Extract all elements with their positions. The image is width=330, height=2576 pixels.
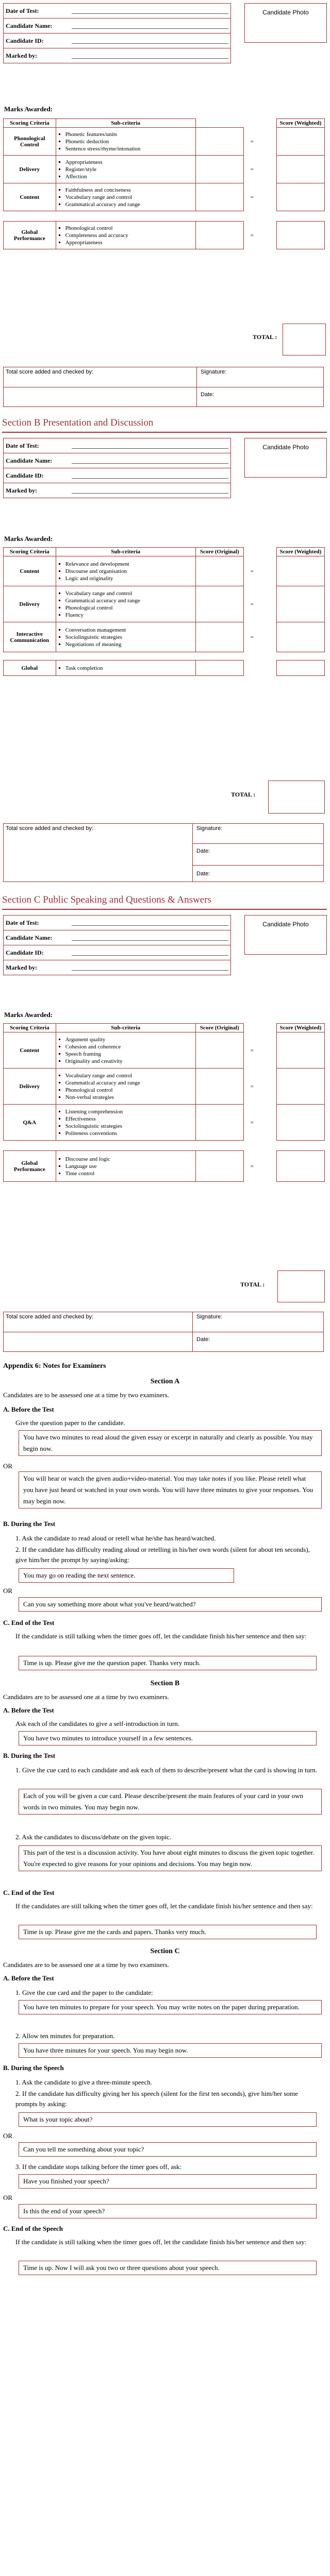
table-header-row: Scoring Criteria Sub-criteria Score (Original) Score (Weighted) [4,548,325,556]
marked-by-field[interactable]: Marked by: [4,48,230,63]
candidate-photo-box: Candidate Photo [244,915,327,955]
examiner-script-box: Time is up. Now I will ask you two or three questions about your speech. [19,2261,317,2275]
table-row: Delivery ▪ Vocabulary range and control ▪ Grammatical accuracy and range ▪ Phonological control ▪ Fluency = [4,586,325,622]
total-score-box[interactable] [277,1270,325,1302]
examiner-script-box: You will hear or watch the given audio+video-material. You may take notes if you like. Please retell what you have just heard or watched in your own words. You will have three minutes to give your responses. You may begin now. [19,1471,322,1509]
section-a-info-box [3,3,231,63]
score-original-cell[interactable] [195,1105,243,1141]
or-label: OR [3,1462,13,1470]
table-row: Delivery ▪ Vocabulary range and control ▪ Grammatical accuracy and range ▪ Phonological control ▪ Non-verbal strategies = [4,1069,325,1105]
score-weighted-cell[interactable] [276,222,324,249]
table-row: Global ▪ Task completion [4,660,325,676]
paragraph: If the candidate is still talking when the timer goes off, let the candidate finish his/her sentence and then say: [15,1632,307,1640]
examiner-script-box: You have three minutes for your speech. You may begin now. [19,2043,322,2058]
section-c-title: Section C Public Speaking and Questions & Answers [2,894,211,905]
subheading: C. End of the Test [3,1889,55,1896]
table-header-row: Scoring Criteria Sub-criteria Score (Weighted) [4,119,325,128]
marked-by-field[interactable]: Marked by: [4,483,230,498]
candidate-name-field[interactable]: Candidate Name: [4,19,230,33]
list-item: 2. If the candidate has difficulty giving her his speech (silent for the first ten seconds), give him/her some prompts by asking: [15,2090,298,2108]
score-weighted-cell[interactable] [276,1032,324,1069]
or-label: OR [3,2132,13,2140]
score-weighted-cell[interactable] [276,183,324,211]
examiner-script-box: Time is up. Please give me the cards and papers. Thanks very much. [19,1925,317,1939]
score-original-cell[interactable] [195,660,243,676]
score-weighted-cell[interactable] [276,556,324,586]
date-of-test-field[interactable]: Date of Test: [4,438,230,453]
score-weighted-cell[interactable] [276,128,324,156]
examiner-script-box: Can you tell me something about your topic? [19,2142,317,2157]
section-c-checked-box: Total score added and checked by: Signature: Date: [3,1312,324,1352]
section-b-marks-table [3,547,325,676]
marked-by-field[interactable]: Marked by: [4,960,230,975]
subheading: A. Before the Test [3,1974,54,1982]
score-weighted-cell[interactable] [276,156,324,183]
table-row: Q&A ▪ Listening comprehension ▪ Effectiveness ▪ Sociolinguistic strategies ▪ Politeness conventions = [4,1105,325,1141]
subheading: C. End of the Test [3,1619,55,1626]
subheading: B. During the Speech [3,2064,64,2072]
list-item: 1. Ask the candidate to give a three-minute speech. [15,2078,152,2086]
total-score-box[interactable] [268,781,325,814]
list-item: 1. Ask the candidate to read aloud or retell what he/she has heard/watched. [15,1534,216,1542]
list-item: 2. If the candidate has difficulty reading aloud or retelling in his/her own words (silent for about ten seconds), give him/her the prompt by saying/asking: [15,1546,310,1564]
paragraph: If the candidate is still talking when the timer goes off, let the candidate finish his/her sentence and then say: [15,2238,307,2246]
examiner-script-box: You have two minutes to introduce yourself in a few sentences. [19,1731,317,1745]
section-a-checked-box: Total score added and checked by: Signature: Date: [3,367,324,407]
paragraph: Candidates are to be assessed one at a time by two examiners. [3,1693,170,1701]
score-original-cell[interactable] [195,1069,243,1105]
score-original-cell[interactable] [195,586,243,622]
examiner-script-box: You may go on reading the next sentence. [19,1568,234,1583]
candidate-name-field[interactable]: Candidate Name: [4,453,230,468]
score-original-cell[interactable] [195,1032,243,1069]
examiner-script-box: This part of the test is a discussion activity. You have about eight minutes to discuss the given topic together. You're expected to give reasons for your opinions and decisions. You may begin now. [19,1845,322,1871]
table-header-row: Scoring Criteria Sub-criteria Score (Original) Score (Weighted) [4,1024,325,1032]
score-weighted-cell[interactable] [276,1105,324,1141]
score-original-cell[interactable] [195,156,243,183]
subheading: C. End of the Speech [3,2225,63,2232]
candidate-photo-box: Candidate Photo [244,3,327,43]
score-original-cell[interactable] [195,222,243,249]
section-a-marks-table [3,118,325,249]
notes-section-a-heading: Section A [150,1378,180,1385]
list-item: 1. Give the cue card to each candidate and ask each of them to describe/present what the card is showing in turn. [15,1766,318,1774]
table-row: Delivery ▪ Appropriateness ▪ Register/style ▪ Affection = [4,156,325,183]
examiner-script-box: Time is up. Please give me the question paper. Thanks very much. [19,1656,317,1670]
date-of-test-field[interactable]: Date of Test: [4,916,230,930]
list-item: 1. Give the cue card and the paper to the candidate: [15,1989,153,1996]
table-row: Interactive Communication ▪ Conversation management ▪ Sociolinguistic strategies ▪ Negotiations of meaning = [4,622,325,652]
paragraph: Candidates are to be assessed one at a time by two examiners. [3,1391,170,1399]
section-b-checked-box: Total score added and checked by: Signature: Date: Date: [3,823,324,882]
section-c-info-box [3,915,231,975]
notes-section-b-heading: Section B [150,1680,180,1687]
marks-awarded-label: Marks Awarded: [4,535,53,543]
examiner-script-box: What is your topic about? [19,2112,317,2127]
candidate-photo-box: Candidate Photo [244,438,327,478]
score-weighted-cell[interactable] [276,622,324,652]
score-weighted-cell[interactable] [276,1151,324,1182]
score-original-cell[interactable] [195,622,243,652]
marks-awarded-label: Marks Awarded: [4,105,53,113]
table-row: Global Performance ▪ Phonological control ▪ Completeness and accuracy ▪ Appropriateness = [4,222,325,249]
examiner-script-box: Is this the end of your speech? [19,2204,317,2218]
examiner-script-box: You have two minutes to read aloud the given essay or excerpt in naturally and clearly as possible. You may begin now. [19,1430,322,1456]
candidate-id-field[interactable]: Candidate ID: [4,33,230,48]
table-row: Content ▪ Faithfulness and conciseness ▪ Vocabulary range and control ▪ Grammatical accuracy and range = [4,183,325,211]
table-row: Global Performance ▪ Discourse and logic ▪ Language use ▪ Time control = [4,1151,325,1182]
score-original-cell[interactable] [195,128,243,156]
score-weighted-cell[interactable] [276,660,324,676]
paragraph: If the candidates are still talking when the timer goes off, let the candidate finish his/her sentence and then say: [15,1902,313,1910]
appendix-title: Appendix 6: Notes for Examiners [3,1362,106,1370]
paragraph: Candidates are to be assessed one at a time by two examiners. [3,1961,170,1969]
total-label: TOTAL : [253,333,277,341]
total-label: TOTAL : [240,1281,265,1288]
score-weighted-cell[interactable] [276,1069,324,1105]
table-row: Content ▪ Argument quality ▪ Cohesion and coherence ▪ Speech framing ▪ Originality and creativity = [4,1032,325,1069]
subheading: A. Before the Test [3,1405,54,1413]
or-label: OR [3,1587,13,1595]
or-label: OR [3,2194,13,2201]
date-of-test-field[interactable]: Date of Test: [4,4,230,19]
paragraph: Give the question paper to the candidate. [15,1419,125,1427]
score-original-cell[interactable] [195,556,243,586]
candidate-name-field[interactable]: Candidate Name: [4,930,230,945]
table-row: Content ▪ Relevance and development ▪ Discourse and organisation ▪ Logic and originality = [4,556,325,586]
marks-awarded-label: Marks Awarded: [4,1011,53,1019]
subheading: B. During the Test [3,1520,56,1528]
paragraph: Ask each of the candidates to give a self-introduction in turn. [15,1720,180,1727]
list-item: 3. If the candidate stops talking before the timer goes off, ask: [15,2163,182,2171]
candidate-id-field[interactable]: Candidate ID: [4,468,230,483]
score-original-cell[interactable] [195,183,243,211]
examiner-script-box: Each of you will be given a cue card. Please describe/present the main features of your card in your own words in two minutes. You may begin now. [19,1789,322,1815]
examiner-script-box: Have you finished your speech? [19,2174,317,2189]
section-b-info-box [3,438,231,498]
examiner-script-box: Can you say something more about what you've heard/watched? [19,1597,322,1612]
total-label: TOTAL : [231,791,256,798]
section-c-marks-table [3,1023,325,1182]
score-weighted-cell[interactable] [276,586,324,622]
list-item: 2. Allow ten minutes for preparation. [15,2032,115,2040]
table-row: Phonological Control ▪ Phonetic features/units ▪ Phonetic deduction ▪ Sentence stress/rhyme/intonation = [4,128,325,156]
total-score-box[interactable] [283,324,326,355]
list-item: 2. Ask the candidates to discuss/debate on the given topic. [15,1833,172,1841]
candidate-id-field[interactable]: Candidate ID: [4,945,230,960]
section-b-title: Section B Presentation and Discussion [2,417,154,428]
examiner-script-box: You have ten minutes to prepare for your speech. You may write notes on the paper during preparation. [19,2000,322,2014]
subheading: A. Before the Test [3,1706,54,1714]
notes-section-c-heading: Section C [150,1947,180,1955]
subheading: B. During the Test [3,1752,56,1759]
score-original-cell[interactable] [195,1151,243,1182]
